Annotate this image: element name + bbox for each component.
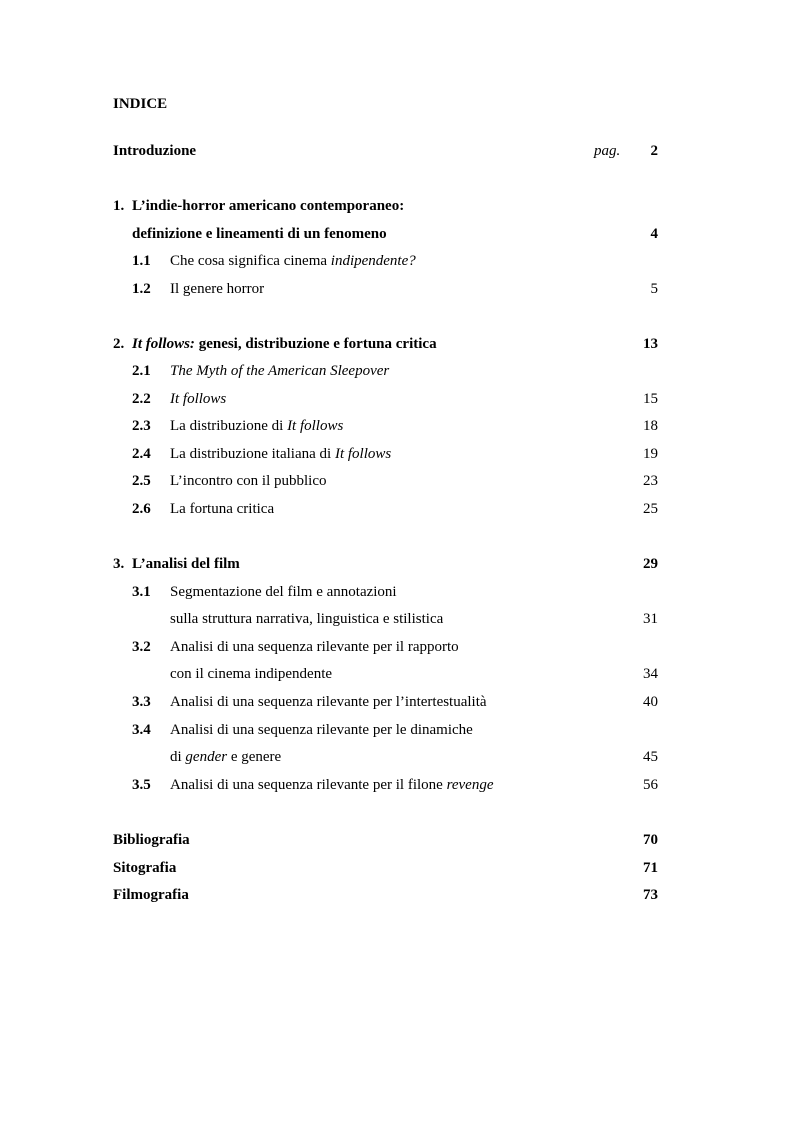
- page-number: 4: [650, 226, 658, 242]
- section-title: Che cosa significa cinema indipendente?: [170, 253, 416, 269]
- toc-section-3-1-line1: [113, 582, 658, 602]
- toc-section-3-4-line1: [113, 720, 658, 740]
- section-number: 3.5: [132, 777, 151, 793]
- entry-label: Sitografia: [113, 860, 177, 876]
- toc-section-2-2: [113, 389, 658, 409]
- section-number: 3.4: [132, 722, 151, 738]
- section-number: 2.1: [132, 363, 151, 379]
- section-number: 2.5: [132, 473, 151, 489]
- section-title: The Myth of the American Sleepover: [170, 363, 390, 379]
- section-number: 2.3: [132, 418, 151, 434]
- toc-section-2-4: [113, 444, 658, 464]
- entry-label: Introduzione: [113, 143, 197, 159]
- section-title: Analisi di una sequenza rilevante per il filone revenge: [170, 777, 494, 793]
- page-number: 29: [643, 556, 658, 572]
- chapter-number: 1.: [113, 198, 125, 214]
- page-number: 56: [643, 777, 658, 793]
- page-number: 31: [643, 611, 658, 627]
- page-number: 25: [643, 501, 658, 517]
- pag-label: pag.: [594, 143, 621, 159]
- section-title: Analisi di una sequenza rilevante per l’intertestualità: [170, 694, 487, 710]
- toc-section-2-1: [113, 361, 658, 381]
- section-number: 3.2: [132, 639, 151, 655]
- toc-section-3-3: [113, 692, 658, 712]
- chapter-number: 3.: [113, 556, 125, 572]
- page-number: 73: [643, 887, 658, 903]
- toc-section-2-6: [113, 499, 658, 519]
- entry-label: Bibliografia: [113, 832, 190, 848]
- page-number: 5: [650, 281, 658, 297]
- toc-entry-introduzione: [113, 141, 658, 161]
- toc-entry-sitografia: [113, 858, 658, 878]
- section-title: L’incontro con il pubblico: [170, 473, 327, 489]
- section-title-cont: sulla struttura narrativa, linguistica e stilistica: [170, 611, 444, 627]
- toc-title: INDICE: [113, 96, 168, 112]
- page-number: 15: [643, 391, 658, 407]
- section-title: Il genere horror: [170, 281, 265, 297]
- chapter-number: 2.: [113, 336, 125, 352]
- toc-section-1-1: [113, 251, 658, 271]
- section-number: 1.2: [132, 281, 151, 297]
- toc-entry-bibliografia: [113, 830, 658, 850]
- chapter-title: It follows: genesi, distribuzione e fortuna critica: [132, 336, 437, 352]
- page-number: 70: [643, 832, 658, 848]
- section-title: La distribuzione di It follows: [170, 418, 344, 434]
- section-title: It follows: [170, 391, 227, 407]
- section-title-cont: con il cinema indipendente: [170, 666, 333, 682]
- toc-entry-filmografia: [113, 885, 658, 905]
- section-title: Analisi di una sequenza rilevante per le dinamiche: [170, 722, 473, 738]
- toc-section-3-1-line2: [113, 609, 658, 629]
- chapter-title: L’analisi del film: [132, 556, 240, 572]
- toc-chapter-1-line2: [113, 224, 658, 244]
- toc-section-3-4-line2: [113, 747, 658, 767]
- section-title: Analisi di una sequenza rilevante per il rapporto: [170, 639, 459, 655]
- page-number: 13: [643, 336, 658, 352]
- section-number: 3.1: [132, 584, 151, 600]
- toc-section-3-2-line2: [113, 664, 658, 684]
- page-number: 40: [643, 694, 658, 710]
- toc-section-2-3: [113, 416, 658, 436]
- section-title: Segmentazione del film e annotazioni: [170, 584, 397, 600]
- toc-chapter-2: [113, 334, 658, 354]
- toc-section-3-2-line1: [113, 637, 658, 657]
- page-number: 34: [643, 666, 658, 682]
- section-number: 1.1: [132, 253, 151, 269]
- toc-section-2-5: [113, 471, 658, 491]
- section-title: La fortuna critica: [170, 501, 275, 517]
- section-number: 2.2: [132, 391, 151, 407]
- section-number: 3.3: [132, 694, 151, 710]
- page-number: 2: [650, 143, 658, 159]
- section-title: La distribuzione italiana di It follows: [170, 446, 392, 462]
- page-number: 23: [643, 473, 658, 489]
- section-number: 2.4: [132, 446, 151, 462]
- page-number: 71: [643, 860, 658, 876]
- entry-label: Filmografia: [113, 887, 189, 903]
- page-number: 18: [643, 418, 658, 434]
- toc-section-1-2: [113, 279, 658, 299]
- toc-chapter-1-line1: [113, 196, 658, 216]
- page-number: 19: [643, 446, 658, 462]
- section-number: 2.6: [132, 501, 151, 517]
- section-title-cont: di gender e genere: [170, 749, 282, 765]
- page-number: 45: [643, 749, 658, 765]
- toc-section-3-5: [113, 775, 658, 795]
- toc-chapter-3: [113, 554, 658, 574]
- chapter-title: L’indie-horror americano contemporaneo:: [132, 198, 405, 214]
- chapter-title-cont: definizione e lineamenti di un fenomeno: [132, 226, 387, 242]
